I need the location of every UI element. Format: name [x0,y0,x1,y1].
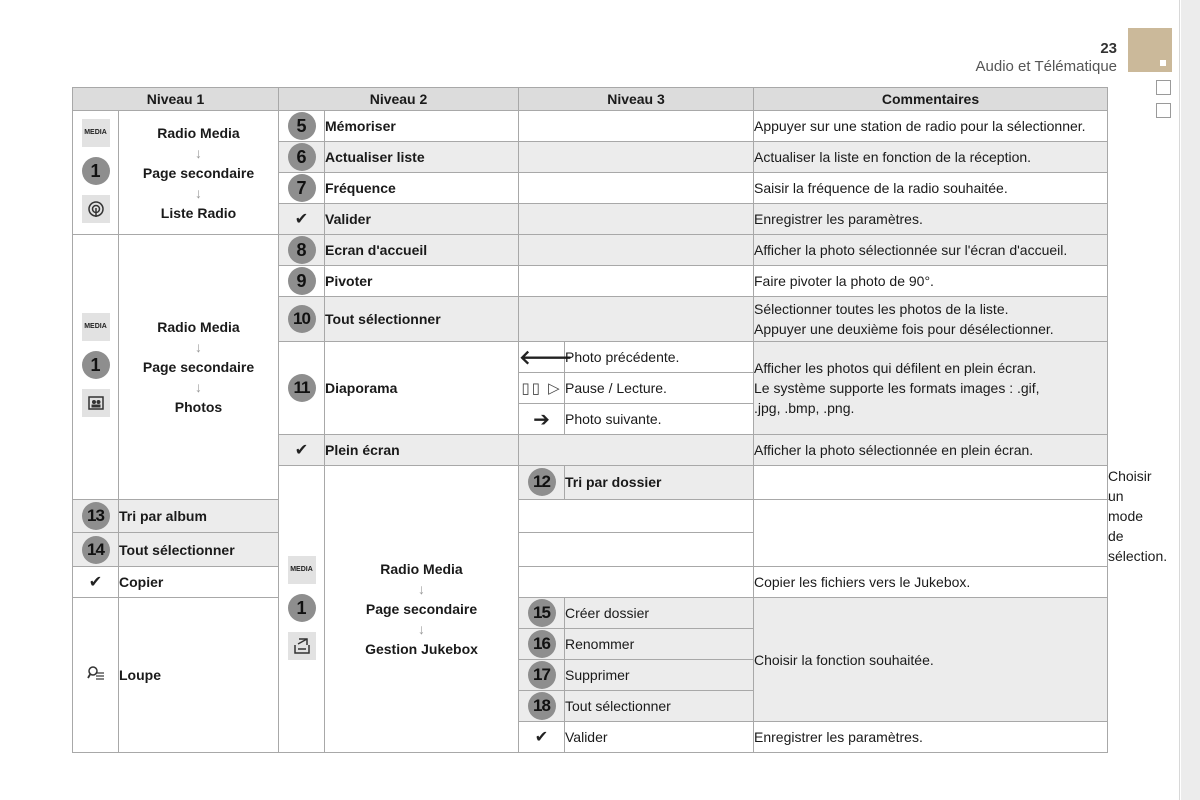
submenu-item-pause-play[interactable]: Pause / Lecture. [565,373,754,404]
menu-item-sort-by-folder[interactable]: Tri par dossier [565,466,754,500]
table-row [73,533,1108,567]
menu-item-slideshow[interactable]: Diaporama [325,342,519,435]
comment-line: Afficher les photos qui défilent en plein écran. [754,360,1037,376]
empty-cell [519,111,754,142]
table-row [73,235,1108,266]
level1-line: Liste Radio [160,204,237,221]
column-header-level3: Niveau 3 [519,88,754,111]
badge-cell [519,466,565,500]
magnifier-icon [73,598,119,753]
empty-cell [519,266,754,297]
menu-item-select-all-tracks[interactable]: Tout sélectionner [119,533,279,567]
badge-cell [279,235,325,266]
pause-play-icon: ▯▯ ▷ [519,373,565,404]
level1-line: Gestion Jukebox [365,641,478,657]
comment-line: Le système supporte les formats images : .gif, [754,380,1040,396]
submenu-item-validate[interactable]: Valider [565,722,754,753]
level1-path [325,466,519,753]
empty-cell [519,204,754,235]
comment-cell: Afficher la photo sélectionnée sur l'écran d'accueil. [754,235,1108,266]
submenu-item-next-photo[interactable]: Photo suivante. [565,404,754,435]
badge-cell [279,142,325,173]
page-edge-stripe [1181,0,1200,800]
number-badge-icon: 17 [528,661,556,689]
menu-item-copy[interactable]: Copier [119,567,279,598]
comment-cell: Faire pivoter la photo de 90°. [754,266,1108,297]
comment-line: Appuyer une deuxième fois pour désélectionner. [754,321,1054,337]
badge-cell [279,297,325,342]
number-badge-icon: 8 [288,236,316,264]
media-icon: MEDIA [82,313,110,341]
badge-cell [73,567,119,598]
checkmark-icon: ✔ [88,574,103,591]
number-badge-icon: 1 [82,351,110,379]
number-badge-icon: 15 [528,599,556,627]
badge-cell [279,173,325,204]
chapter-tab-box[interactable] [1156,103,1171,118]
empty-cell [519,499,754,533]
chapter-tab-box[interactable] [1156,80,1171,95]
level1-line: Page secondaire [142,164,255,181]
comment-cell: Copier les fichiers vers le Jukebox. [754,567,1108,598]
level1-line: Page secondaire [142,358,255,375]
badge-cell [519,691,565,722]
level1-line: Photos [174,398,223,415]
page-edge-line [1179,0,1180,800]
photo-icon [82,389,110,417]
menu-item-select-all[interactable]: Tout sélectionner [325,297,519,342]
media-icon: MEDIA [82,119,110,147]
comment-cell: Enregistrer les paramètres. [754,204,1108,235]
chapter-tab-active[interactable] [1128,28,1172,72]
level1-line: Radio Media [157,318,240,335]
media-icon: MEDIA [288,556,316,584]
arrow-down-icon: ↓ [418,621,425,637]
comment-cell: Actualiser la liste en fonction de la réception. [754,142,1108,173]
column-header-level1: Niveau 1 [73,88,279,111]
badge-cell [279,342,325,435]
comment-cell: Afficher la photo sélectionnée en plein écran. [754,435,1108,466]
checkmark-icon: ✔ [294,442,309,459]
badge-cell [519,598,565,629]
arrow-down-icon: ↓ [195,184,202,201]
number-badge-icon: 14 [82,536,110,564]
submenu-item-select-all[interactable]: Tout sélectionner [565,691,754,722]
previous-arrow-icon: 🡐 [519,342,565,373]
menu-item-home-screen[interactable]: Ecran d'accueil [325,235,519,266]
level1-line: Radio Media [157,124,240,141]
number-badge-icon: 12 [528,468,556,496]
empty-cell [754,466,1108,500]
submenu-item-delete[interactable]: Supprimer [565,660,754,691]
comment-cell: Enregistrer les paramètres. [754,722,1108,753]
checkmark-icon: ✔ [294,211,309,228]
comment-cell [754,342,1108,435]
number-badge-icon: 18 [528,692,556,720]
comment-cell: Saisir la fréquence de la radio souhaitée. [754,173,1108,204]
badge-cell [279,111,325,142]
arrow-down-icon: ↓ [195,144,202,161]
level1-path [119,111,279,235]
empty-cell [519,235,754,266]
next-arrow-icon: ➔ [519,404,565,435]
badge-cell [519,722,565,753]
arrow-down-icon: ↓ [418,581,425,597]
arrow-down-icon: ↓ [195,378,202,395]
menu-item-frequency[interactable]: Fréquence [325,173,519,204]
number-badge-icon: 16 [528,630,556,658]
level1-icons [73,111,119,235]
level1-line: Page secondaire [365,601,478,617]
column-header-level2: Niveau 2 [279,88,519,111]
number-badge-icon: 10 [288,305,316,333]
comment-cell: Choisir la fonction souhaitée. [754,598,1108,722]
number-badge-icon: 9 [288,267,316,295]
menu-table [72,87,1168,753]
level1-icons [279,466,325,753]
number-badge-icon: 5 [288,112,316,140]
menu-item-fullscreen[interactable]: Plein écran [325,435,519,466]
table-row: MEDIA 1 Radio Media ↓ Page secondaire ↓ Gestion Jukebox 12 Tri par dossier Choisir un mode de sélection. [73,466,1108,500]
radio-list-icon [82,195,110,223]
badge-cell [279,204,325,235]
number-badge-icon: 1 [288,594,316,622]
submenu-item-previous-photo[interactable]: Photo précédente. [565,342,754,373]
empty-cell [519,173,754,204]
badge-cell [519,629,565,660]
empty-cell [519,435,754,466]
comment-cell [754,297,1108,342]
menu-item-refresh-list[interactable]: Actualiser liste [325,142,519,173]
level1-path [119,235,279,500]
arrow-down-icon: ↓ [195,338,202,355]
empty-cell [519,533,754,567]
menu-item-magnifier[interactable]: Loupe [119,598,279,753]
section-title: Audio et Télématique [975,58,1117,75]
jukebox-icon [288,632,316,660]
empty-cell [519,142,754,173]
chapter-tab-dot [1160,60,1166,66]
table-header-row [73,88,1108,111]
badge-cell [279,435,325,466]
comment-line: .jpg, .bmp, .png. [754,400,855,416]
menu-item-memorize[interactable]: Mémoriser [325,111,519,142]
badge-cell [279,266,325,297]
level1-icons [73,235,119,500]
number-badge-icon: 7 [288,174,316,202]
number-badge-icon: 13 [82,502,110,530]
table-row [73,499,1108,533]
comment-line: Sélectionner toutes les photos de la liste. [754,301,1009,317]
page-number: 23 [1100,40,1117,57]
submenu-item-rename[interactable]: Renommer [565,629,754,660]
table-row [73,598,1108,629]
table-row [73,111,1108,142]
badge-cell [73,499,119,533]
level1-line: Radio Media [380,561,463,577]
badge-cell [519,660,565,691]
menu-item-sort-by-album[interactable]: Tri par album [119,499,279,533]
empty-cell [519,297,754,342]
number-badge-icon: 6 [288,143,316,171]
table-row [73,567,1108,598]
number-badge-icon: 11 [288,374,316,402]
comment-cell: Appuyer sur une station de radio pour la sélectionner. [754,111,1108,142]
magnifier-list-icon [87,665,105,683]
badge-cell [73,533,119,567]
empty-cell [519,567,754,598]
submenu-item-create-folder[interactable]: Créer dossier [565,598,754,629]
menu-item-rotate[interactable]: Pivoter [325,266,519,297]
checkmark-icon: ✔ [534,729,549,746]
number-badge-icon: 1 [82,157,110,185]
column-header-comments: Commentaires [754,88,1108,111]
menu-item-validate[interactable]: Valider [325,204,519,235]
